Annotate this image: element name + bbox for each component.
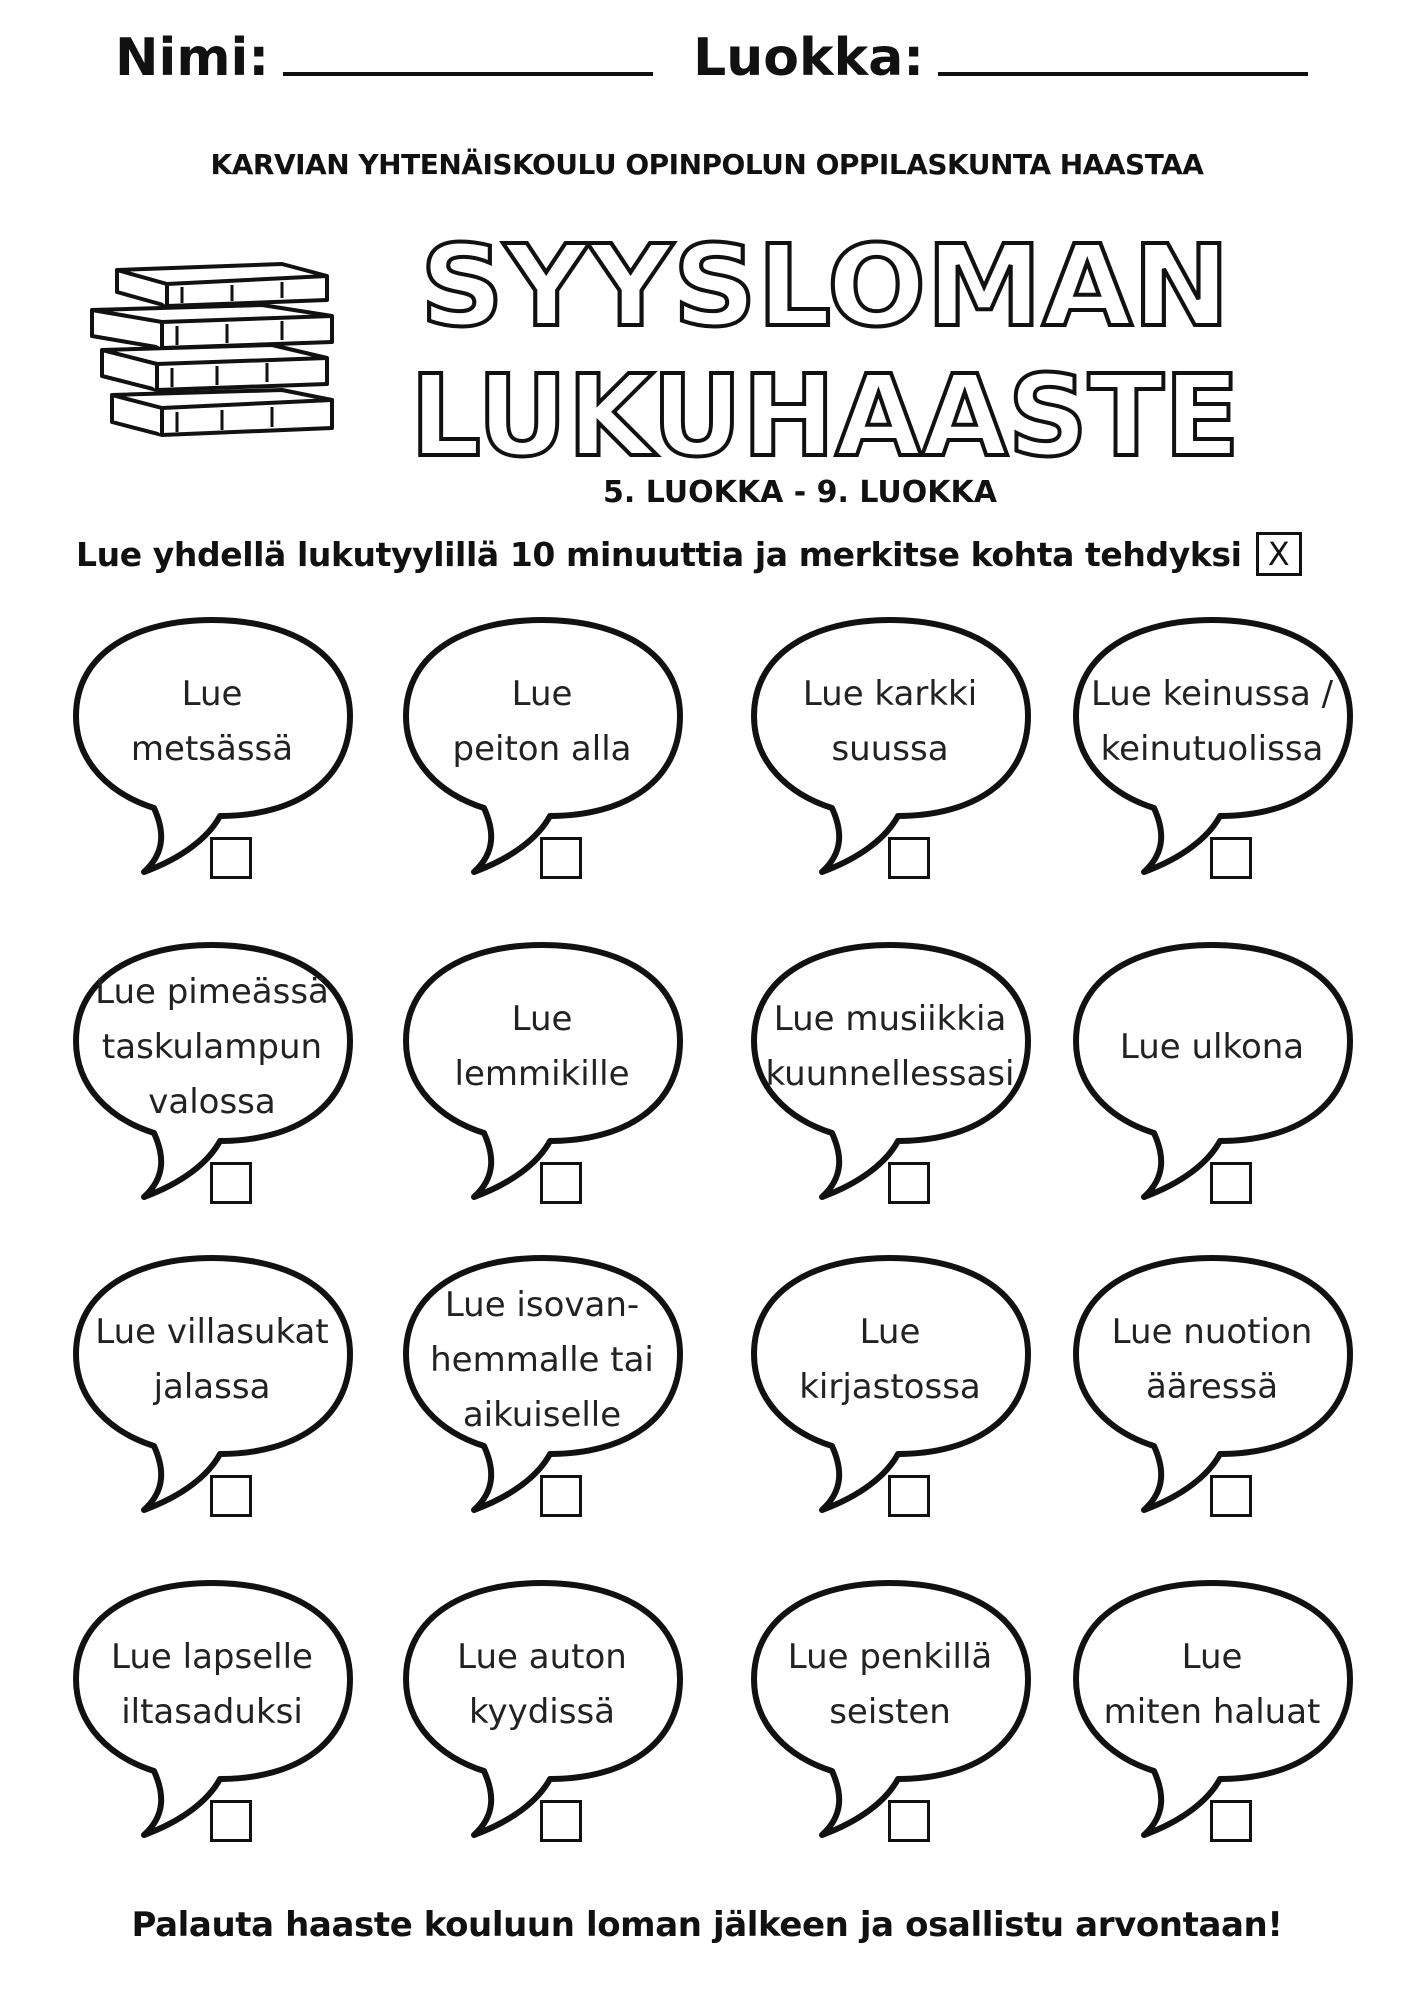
challenge-checkbox[interactable] bbox=[1210, 1475, 1252, 1517]
challenge-checkbox[interactable] bbox=[1210, 1162, 1252, 1204]
challenge-text bbox=[1070, 1585, 1354, 1785]
class-label: Luokka: bbox=[693, 28, 925, 88]
title-line-2: LUKUHAASTE bbox=[410, 352, 1240, 470]
challenge-text-line: Lue penkillä bbox=[787, 1637, 993, 1677]
name-field[interactable] bbox=[115, 28, 653, 88]
challenge-text-line: Lue bbox=[511, 999, 573, 1039]
challenge-text-line: metsässä bbox=[130, 729, 294, 769]
challenge-bubble bbox=[1062, 1250, 1362, 1520]
challenge-bubble bbox=[740, 1575, 1040, 1845]
challenge-checkbox[interactable] bbox=[1210, 1800, 1252, 1842]
challenge-text bbox=[400, 622, 684, 822]
challenge-text-line: kirjastossa bbox=[799, 1367, 981, 1407]
challenge-text-line: Lue villasukat bbox=[95, 1312, 329, 1352]
instruction-text: Lue yhdellä lukutyylillä 10 minuuttia ja merkitse kohta tehdyksi bbox=[76, 534, 1242, 574]
challenge-text bbox=[70, 1585, 354, 1785]
challenge-bubble bbox=[1062, 612, 1362, 882]
challenge-checkbox[interactable] bbox=[540, 837, 582, 879]
student-info-row bbox=[115, 28, 1315, 88]
challenge-text-line: taskulampun bbox=[101, 1026, 323, 1067]
name-blank-line[interactable] bbox=[283, 72, 653, 76]
title-block bbox=[395, 210, 1255, 470]
name-label: Nimi: bbox=[115, 28, 270, 88]
challenge-checkbox[interactable] bbox=[888, 837, 930, 879]
challenge-text-line: Lue lapselle bbox=[111, 1637, 313, 1677]
challenge-text-line: ääressä bbox=[1145, 1367, 1279, 1407]
challenge-text-line: Lue karkki bbox=[802, 674, 978, 714]
challenge-checkbox[interactable] bbox=[888, 1800, 930, 1842]
challenge-checkbox[interactable] bbox=[210, 837, 252, 879]
grade-range: 5. LUOKKA - 9. LUOKKA bbox=[602, 475, 997, 510]
challenge-text-line: Lue bbox=[1181, 1637, 1243, 1677]
challenge-text-line: miten haluat bbox=[1103, 1692, 1321, 1732]
challenge-text-line: Lue ulkona bbox=[1119, 1026, 1305, 1067]
challenge-text-line: Lue bbox=[859, 1312, 921, 1352]
challenge-checkbox[interactable] bbox=[540, 1475, 582, 1517]
challenge-bubble bbox=[740, 612, 1040, 882]
challenge-text bbox=[748, 1260, 1032, 1460]
example-checkbox: X bbox=[1256, 532, 1302, 576]
challenge-text bbox=[400, 947, 684, 1147]
challenge-bubble bbox=[62, 612, 362, 882]
challenge-text-line: Lue bbox=[181, 674, 243, 714]
challenge-text-line: lemmikille bbox=[454, 1054, 630, 1094]
challenge-text-line: kyydissä bbox=[468, 1692, 615, 1732]
challenge-text-line: Lue auton bbox=[457, 1637, 627, 1677]
challenge-checkbox[interactable] bbox=[1210, 837, 1252, 879]
challenge-text bbox=[400, 1260, 684, 1460]
challenge-text bbox=[1070, 622, 1354, 822]
challenge-text bbox=[400, 1585, 684, 1785]
challenge-bubble bbox=[392, 1575, 692, 1845]
challenge-checkbox[interactable] bbox=[888, 1475, 930, 1517]
challenge-text-line: Lue isovan- bbox=[444, 1284, 640, 1325]
challenge-text-line: seisten bbox=[829, 1692, 951, 1732]
challenge-bubble bbox=[62, 937, 362, 1207]
challenge-text-line: Lue pimeässä bbox=[95, 971, 329, 1012]
challenge-text-line: hemmalle tai bbox=[430, 1339, 654, 1380]
instruction-line bbox=[76, 532, 1302, 576]
challenge-text bbox=[748, 622, 1032, 822]
challenge-text bbox=[748, 1585, 1032, 1785]
challenge-text-line: jalassa bbox=[153, 1367, 271, 1407]
challenge-text bbox=[1070, 1260, 1354, 1460]
challenge-text-line: Lue nuotion bbox=[1111, 1312, 1313, 1352]
challenge-text bbox=[1070, 947, 1354, 1147]
book-stack-icon bbox=[82, 250, 362, 450]
challenge-text-line: iltasaduksi bbox=[121, 1692, 303, 1732]
challenge-text-line: peiton alla bbox=[452, 729, 632, 769]
challenge-checkbox[interactable] bbox=[210, 1162, 252, 1204]
challenge-bubble bbox=[740, 1250, 1040, 1520]
challenge-text bbox=[70, 1260, 354, 1460]
challenge-bubble bbox=[392, 612, 692, 882]
challenge-text bbox=[748, 947, 1032, 1147]
challenge-text-line: Lue keinussa / bbox=[1090, 674, 1334, 714]
challenge-text-line: keinutuolissa bbox=[1100, 729, 1324, 769]
challenge-checkbox[interactable] bbox=[540, 1162, 582, 1204]
challenge-text-line: kuunnellessasi bbox=[765, 1054, 1015, 1094]
challenge-bubble bbox=[740, 937, 1040, 1207]
challenge-text-line: Lue bbox=[511, 674, 573, 714]
organizer-line: KARVIAN YHTENÄISKOULU OPINPOLUN OPPILASKUNTA HAASTAA bbox=[210, 148, 1204, 181]
challenge-bubble bbox=[1062, 937, 1362, 1207]
class-field[interactable] bbox=[693, 28, 1308, 88]
challenge-bubble bbox=[62, 1575, 362, 1845]
challenge-checkbox[interactable] bbox=[210, 1800, 252, 1842]
challenge-text bbox=[70, 947, 354, 1147]
challenge-text-line: valossa bbox=[148, 1081, 276, 1122]
challenge-text-line: suussa bbox=[831, 729, 949, 769]
challenge-bubble bbox=[392, 1250, 692, 1520]
challenge-checkbox[interactable] bbox=[888, 1162, 930, 1204]
challenge-text-line: aikuiselle bbox=[462, 1394, 622, 1435]
challenge-checkbox[interactable] bbox=[540, 1800, 582, 1842]
challenge-text bbox=[70, 622, 354, 822]
class-blank-line[interactable] bbox=[938, 72, 1308, 76]
challenge-bubble bbox=[392, 937, 692, 1207]
challenge-text-line: Lue musiikkia bbox=[773, 999, 1007, 1039]
challenge-bubble bbox=[62, 1250, 362, 1520]
title-line-1: SYYSLOMAN bbox=[420, 222, 1230, 352]
challenge-bubble bbox=[1062, 1575, 1362, 1845]
footer-note: Palauta haaste kouluun loman jälkeen ja osallistu arvontaan! bbox=[131, 1905, 1283, 1945]
challenge-checkbox[interactable] bbox=[210, 1475, 252, 1517]
